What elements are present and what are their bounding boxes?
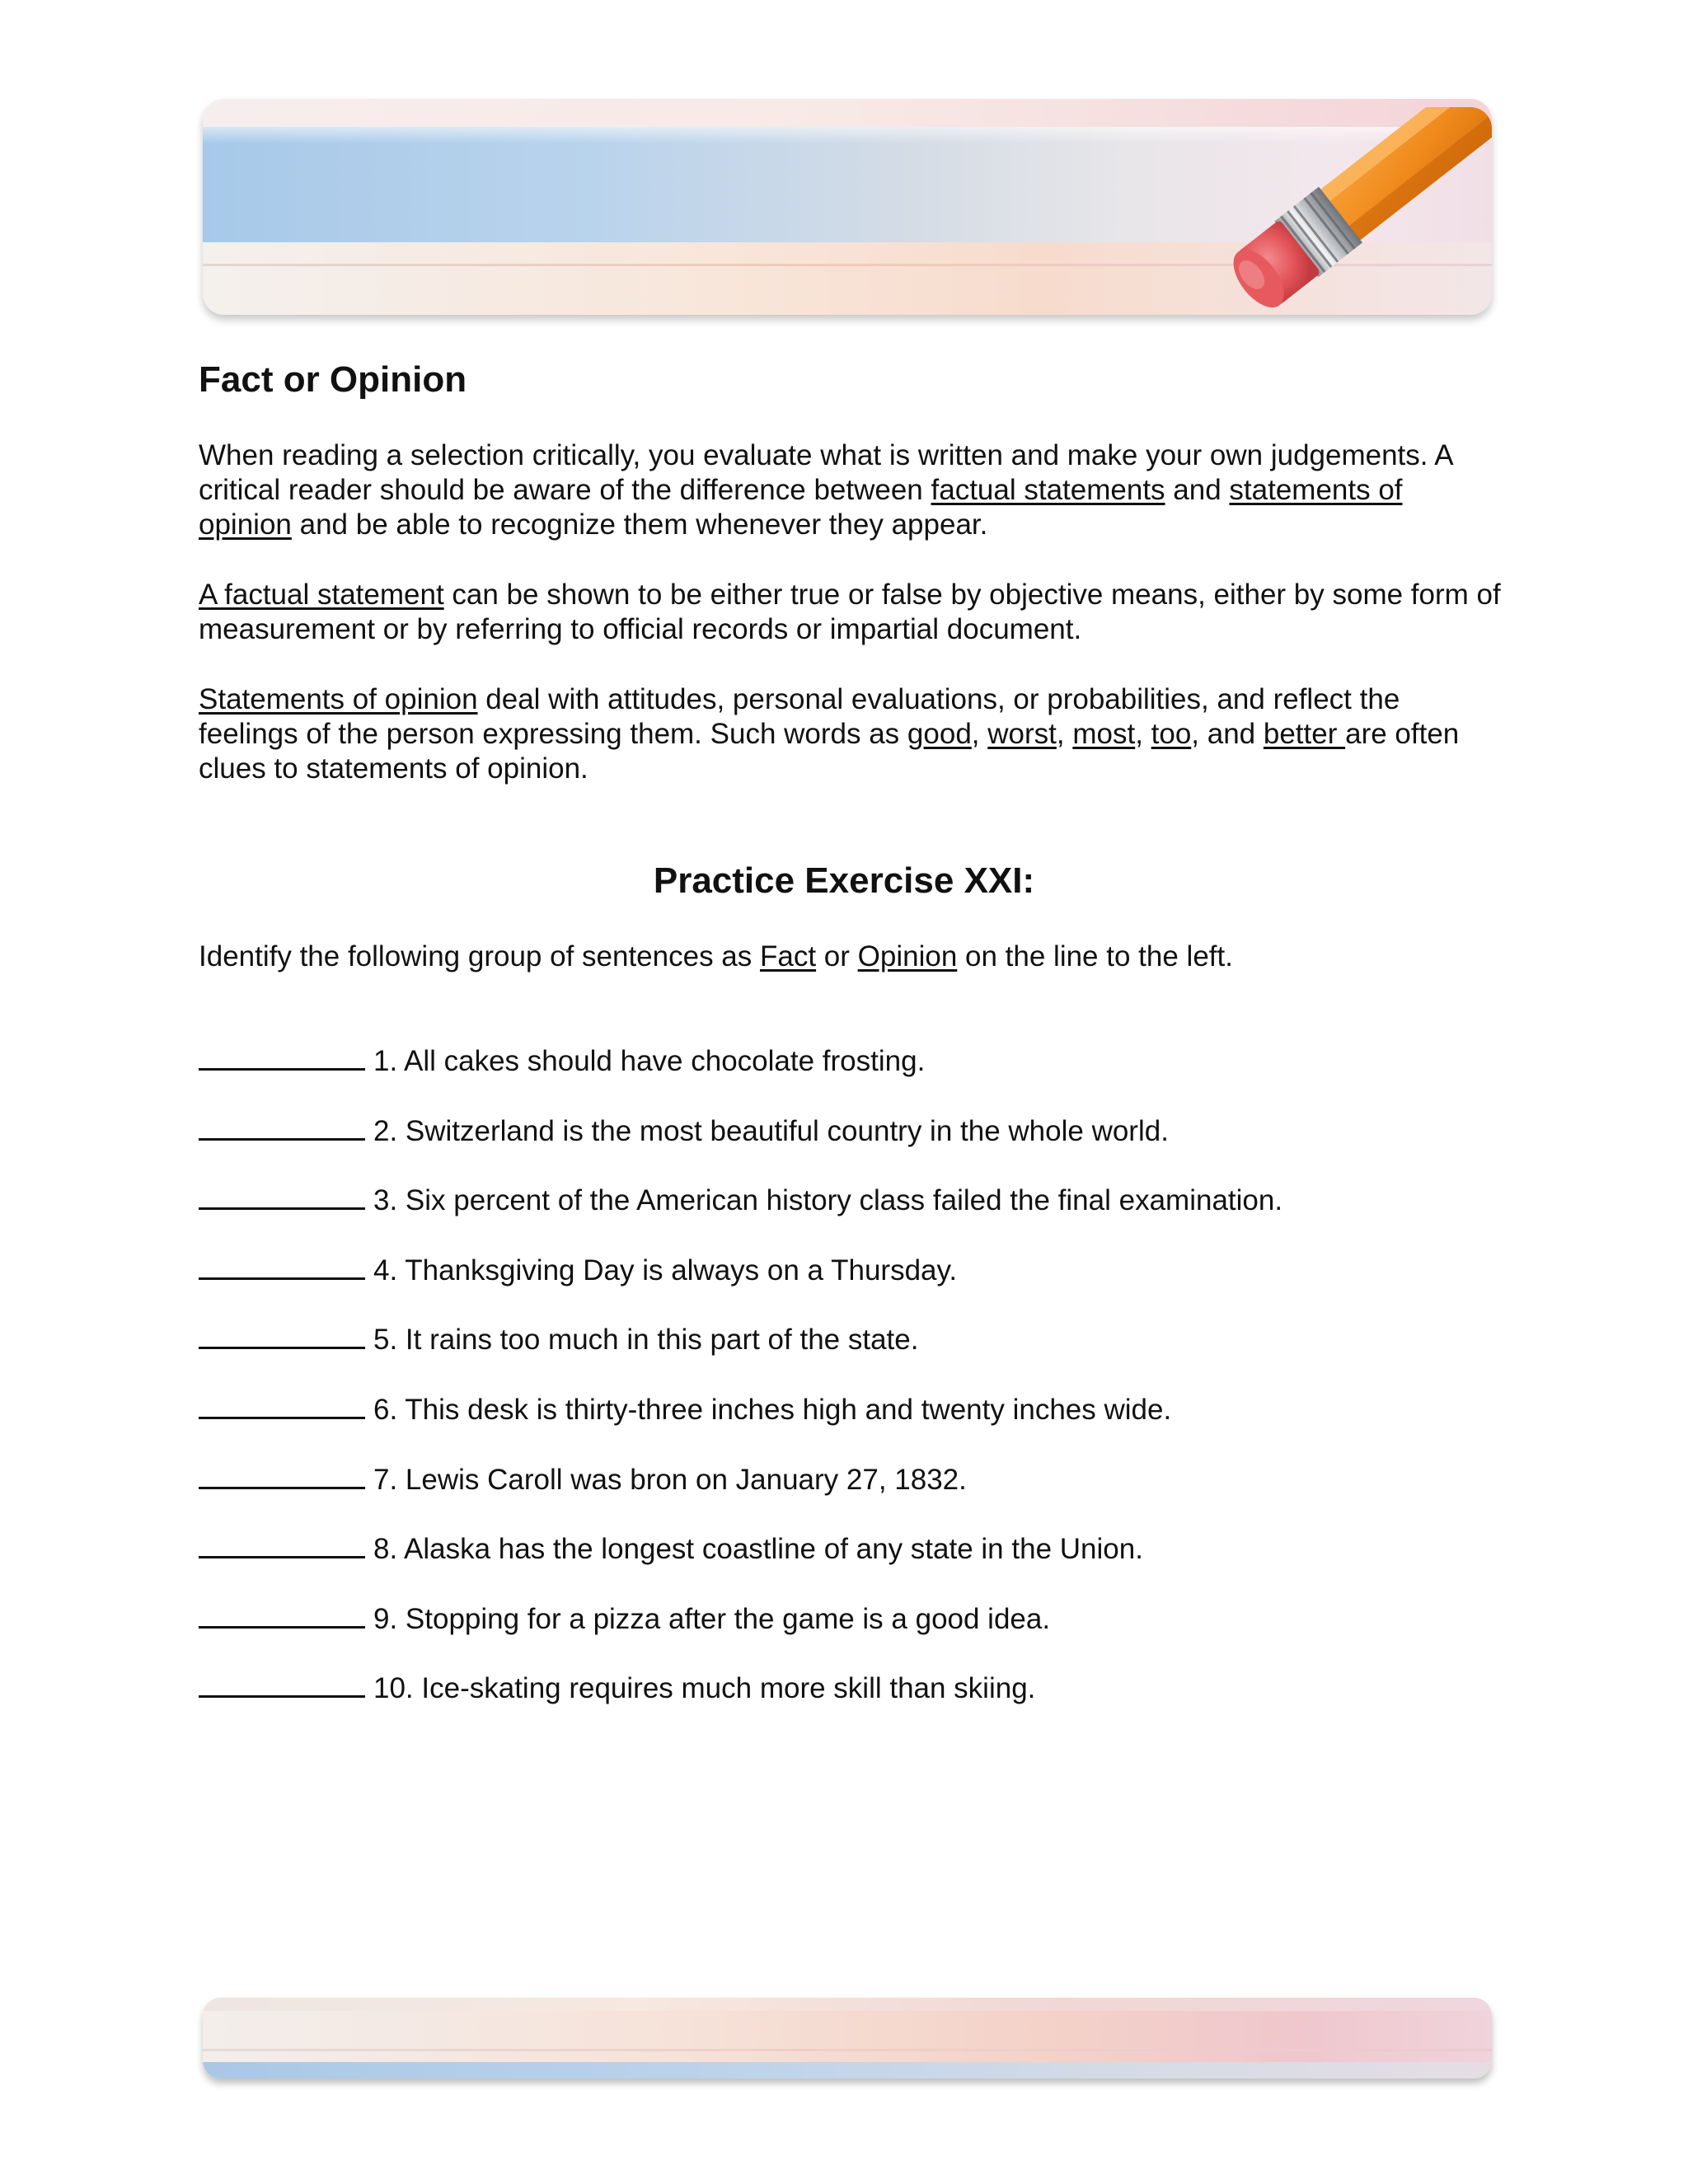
answer-blank-6[interactable] [199, 1392, 365, 1419]
answer-blank-2[interactable] [199, 1113, 365, 1141]
answer-blank-1[interactable] [199, 1043, 365, 1071]
instructions-text: on the line to the left. [957, 940, 1233, 972]
answer-blank-7[interactable] [199, 1462, 365, 1489]
footer-banner-blue-band [203, 2062, 1492, 2079]
exercise-item-10 [199, 1671, 1282, 1741]
instructions-text: or [816, 940, 858, 972]
exercise-list [199, 1043, 1282, 1741]
exercise-item-4 [199, 1253, 1282, 1323]
answer-blank-4[interactable] [199, 1253, 365, 1280]
clue-word-most: most [1072, 718, 1136, 750]
answer-blank-9[interactable] [199, 1601, 365, 1629]
separator: , [971, 718, 988, 750]
exercise-sentence: 5. It rains too much in this part of the state. [373, 1324, 919, 1357]
separator: , [1135, 718, 1151, 750]
exercise-sentence: 6. This desk is thirty-three inches high and twenty inches wide. [373, 1393, 1172, 1426]
separator: , [1056, 718, 1073, 750]
clue-word-too: too [1151, 718, 1192, 750]
exercise-sentence: 9. Stopping for a pizza after the game is a good idea. [373, 1602, 1051, 1635]
page-title: Fact or Opinion [199, 359, 467, 400]
answer-blank-8[interactable] [199, 1531, 365, 1558]
term-factual-statements: factual statements [931, 474, 1165, 506]
separator: , and [1191, 718, 1264, 750]
exercise-item-3 [199, 1183, 1282, 1253]
exercise-item-8 [199, 1531, 1282, 1601]
exercise-sentence: 7. Lewis Caroll was bron on January 27, 1832. [373, 1463, 967, 1496]
exercise-item-9 [199, 1601, 1282, 1671]
fact-definition-paragraph [199, 578, 1501, 647]
term-fact: Fact [759, 940, 817, 972]
exercise-item-1 [199, 1043, 1282, 1113]
intro-text: When reading a selection critically, you evaluate what is written and make your own judgements. A critical reader should be aware of the difference between [199, 439, 1452, 506]
exercise-instructions [199, 940, 1233, 974]
opinion-definition-paragraph [199, 682, 1501, 786]
exercise-item-2 [199, 1113, 1282, 1183]
exercise-sentence: 3. Six percent of the American history class failed the final examination. [373, 1184, 1283, 1217]
exercise-sentence: 10. Ice-skating requires much more skill than skiing. [373, 1672, 1036, 1705]
instructions-text: Identify the following group of sentences as [199, 940, 760, 972]
exercise-sentence: 1. All cakes should have chocolate frosting. [373, 1045, 926, 1077]
term-statements-of-opinion: statements of opinion [199, 474, 1403, 541]
exercise-item-7 [199, 1462, 1282, 1532]
clue-word-good: good [907, 718, 972, 750]
definition-text: deal with attitudes, personal evaluations, or probabilities, and reflect the feelings of the person expressing them. Such words as [199, 683, 1400, 750]
exercise-sentence: 4. Thanksgiving Day is always on a Thursday. [373, 1254, 958, 1286]
definition-text: can be shown to be either true or false by objective means, either by some form of measurement or by referring to official records or impartial document. [199, 579, 1501, 645]
footer-banner [203, 1998, 1492, 2079]
intro-text: and be able to recognize them whenever they appear. [291, 509, 988, 541]
term-opinion: Opinion [857, 940, 958, 972]
intro-text: and [1165, 474, 1230, 506]
exercise-item-6 [199, 1392, 1282, 1462]
footer-banner-top-strip [203, 1998, 1492, 2011]
answer-blank-10[interactable] [199, 1671, 365, 1698]
pencil-eraser-icon [1212, 107, 1492, 313]
footer-banner-divider-line [203, 2049, 1492, 2051]
exercise-sentence: 8. Alaska has the longest coastline of any state in the Union. [373, 1533, 1143, 1566]
term-statements-of-opinion-heading: Statements of opinion [199, 683, 478, 715]
clue-word-worst: worst [987, 718, 1057, 750]
exercise-sentence: 2. Switzerland is the most beautiful country in the whole world. [373, 1114, 1169, 1147]
clue-word-better: better [1263, 718, 1346, 750]
exercise-heading: Practice Exercise XXI: [653, 860, 1035, 901]
definition-text: are often clues to statements of opinion. [199, 718, 1460, 785]
intro-paragraph [199, 438, 1501, 542]
exercise-item-5 [199, 1322, 1282, 1392]
term-a-factual-statement: A factual statement [199, 579, 444, 611]
answer-blank-5[interactable] [199, 1322, 365, 1349]
answer-blank-3[interactable] [199, 1183, 365, 1210]
